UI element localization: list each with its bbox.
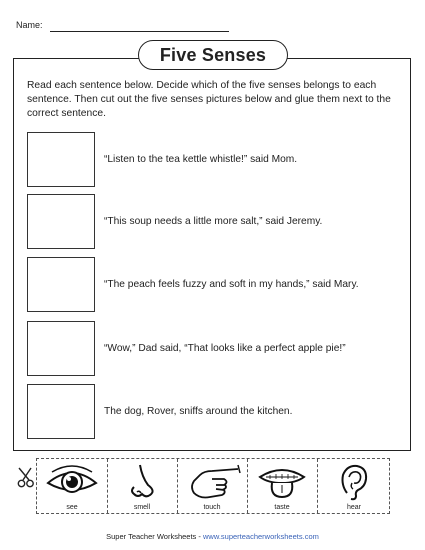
footer-separator: -	[196, 532, 203, 541]
cutout-see[interactable]	[37, 459, 107, 513]
hand-icon	[182, 463, 242, 501]
name-label: Name:	[16, 20, 43, 30]
sentence-text: “The peach feels fuzzy and soft in my hands,” said Mary.	[104, 279, 359, 290]
cutout-label: see	[66, 504, 78, 511]
sentence-text: The dog, Rover, sniffs around the kitchen.	[104, 406, 293, 417]
footer-link[interactable]: www.superteacherworksheets.com	[202, 532, 319, 541]
cutout-taste[interactable]	[247, 459, 317, 513]
sentence-text: “Wow,” Dad said, “That looks like a perfect apple pie!”	[104, 343, 346, 354]
cutout-touch[interactable]	[177, 459, 247, 513]
instructions: Read each sentence below. Decide which of the five senses belongs to each sentence. Then cut out the five senses pictures below and glue them next to the correct sentence.	[27, 80, 391, 119]
cutout-label: hear	[346, 504, 361, 511]
sentence-row	[27, 194, 397, 251]
name-line	[50, 31, 229, 32]
glue-box	[27, 321, 95, 376]
page-title: Five Senses	[138, 40, 288, 70]
sentence-row	[27, 257, 397, 314]
sentence-row	[27, 384, 397, 441]
sentence-row	[27, 321, 397, 378]
sentence-text: “This soup needs a little more salt,” said Jeremy.	[104, 216, 323, 227]
cutout-strip	[36, 458, 390, 514]
cutout-label: touch	[203, 504, 221, 511]
footer	[0, 532, 425, 541]
footer-brand: Super Teacher Worksheets	[106, 532, 197, 541]
cutout-smell[interactable]	[107, 459, 177, 513]
cutout-label: smell	[133, 504, 151, 511]
glue-box	[27, 257, 95, 312]
cutout-hear[interactable]	[317, 459, 391, 513]
cutout-label: taste	[274, 504, 290, 511]
ear-icon	[337, 463, 371, 501]
nose-icon	[122, 463, 162, 501]
eye-icon	[44, 463, 100, 499]
glue-box	[27, 384, 95, 439]
scissors-icon	[16, 466, 36, 490]
sentence-text: “Listen to the tea kettle whistle!” said Mom.	[104, 154, 298, 165]
mouth-icon	[256, 463, 308, 501]
sentence-row	[27, 132, 397, 189]
glue-box	[27, 132, 95, 187]
glue-box	[27, 194, 95, 249]
